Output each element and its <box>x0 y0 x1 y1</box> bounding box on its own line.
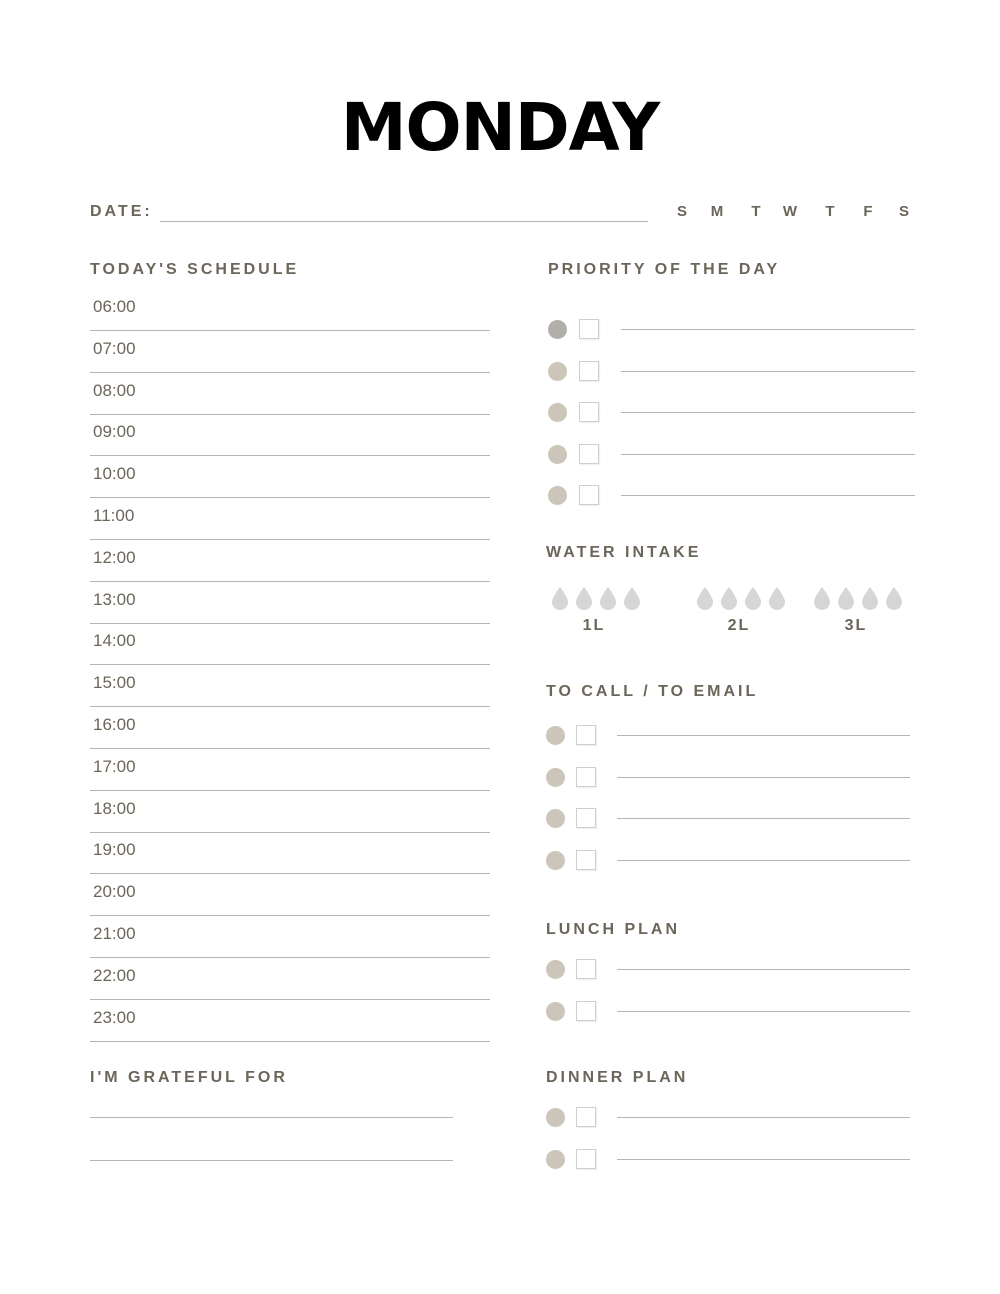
schedule-row[interactable] <box>90 456 490 498</box>
schedule-time: 13:00 <box>93 589 136 609</box>
schedule-time: 10:00 <box>93 464 136 484</box>
entry-line[interactable] <box>617 860 910 861</box>
bullet-dot <box>548 362 567 381</box>
checkbox[interactable] <box>579 319 599 339</box>
bullet-dot <box>546 809 565 828</box>
schedule-row[interactable] <box>90 958 490 1000</box>
water-drop-icon[interactable] <box>767 586 787 610</box>
entry-line[interactable] <box>621 371 915 372</box>
date-label: DATE: <box>90 203 153 220</box>
schedule-time: 23:00 <box>93 1007 136 1027</box>
day-saturday[interactable]: S <box>898 203 909 220</box>
checkbox[interactable] <box>576 767 596 787</box>
checkbox[interactable] <box>579 485 599 505</box>
schedule-row[interactable] <box>90 832 490 874</box>
schedule-row[interactable] <box>90 749 490 791</box>
lunch-heading: LUNCH PLAN <box>546 921 680 938</box>
entry-line[interactable] <box>621 412 915 413</box>
schedule-row[interactable] <box>90 623 490 665</box>
schedule-row[interactable] <box>90 414 490 456</box>
day-thursday[interactable]: T <box>825 203 835 220</box>
bullet-dot <box>548 320 567 339</box>
schedule-row[interactable] <box>90 916 490 958</box>
water-drop-icon[interactable] <box>598 586 618 610</box>
bullet-dot <box>546 768 565 787</box>
bullet-dot <box>546 960 565 979</box>
grateful-line[interactable] <box>90 1160 453 1161</box>
water-drop-icon[interactable] <box>550 586 570 610</box>
water-amount-label: 2L <box>727 617 751 634</box>
priority-heading: PRIORITY OF THE DAY <box>548 261 781 278</box>
entry-line[interactable] <box>617 1117 910 1118</box>
checkbox[interactable] <box>576 1107 596 1127</box>
entry-line[interactable] <box>617 735 910 736</box>
schedule-time: 18:00 <box>93 798 136 818</box>
entry-line[interactable] <box>617 1159 910 1160</box>
schedule-row[interactable] <box>90 289 490 331</box>
schedule-row[interactable] <box>90 665 490 707</box>
schedule-time: 08:00 <box>93 380 136 400</box>
schedule-row[interactable] <box>90 1000 490 1042</box>
schedule-row[interactable] <box>90 707 490 749</box>
bullet-dot <box>548 445 567 464</box>
date-field[interactable] <box>160 221 648 222</box>
grateful-line[interactable] <box>90 1117 453 1118</box>
day-monday[interactable]: M <box>710 203 724 220</box>
entry-line[interactable] <box>621 495 915 496</box>
schedule-row[interactable] <box>90 498 490 540</box>
water-drop-icon[interactable] <box>743 586 763 610</box>
schedule-row[interactable] <box>90 540 490 582</box>
checkbox[interactable] <box>579 402 599 422</box>
entry-line[interactable] <box>617 777 910 778</box>
schedule-time: 14:00 <box>93 631 136 651</box>
schedule-time: 20:00 <box>93 882 136 902</box>
checkbox[interactable] <box>576 808 596 828</box>
bullet-dot <box>546 1108 565 1127</box>
water-drop-icon[interactable] <box>812 586 832 610</box>
checkbox[interactable] <box>576 1149 596 1169</box>
schedule-time: 22:00 <box>93 965 136 985</box>
bullet-dot <box>546 851 565 870</box>
day-tuesday[interactable]: T <box>751 203 761 220</box>
bullet-dot <box>546 1002 565 1021</box>
schedule-time: 07:00 <box>93 338 136 358</box>
schedule-time: 17:00 <box>93 756 136 776</box>
entry-line[interactable] <box>621 454 915 455</box>
schedule-row[interactable] <box>90 373 490 415</box>
schedule-row[interactable] <box>90 582 490 624</box>
day-sunday[interactable]: S <box>676 203 687 220</box>
entry-line[interactable] <box>617 818 910 819</box>
entry-line[interactable] <box>617 1011 910 1012</box>
schedule-row[interactable] <box>90 874 490 916</box>
schedule-time: 12:00 <box>93 547 136 567</box>
bullet-dot <box>548 403 567 422</box>
schedule-time: 06:00 <box>93 297 136 316</box>
water-drop-icon[interactable] <box>884 586 904 610</box>
call-email-heading: TO CALL / TO EMAIL <box>546 683 759 700</box>
checkbox[interactable] <box>576 959 596 979</box>
day-friday[interactable]: F <box>863 203 873 220</box>
checkbox[interactable] <box>576 850 596 870</box>
entry-line[interactable] <box>617 969 910 970</box>
entry-line[interactable] <box>621 329 915 330</box>
water-drop-icon[interactable] <box>719 586 739 610</box>
schedule-time: 16:00 <box>93 715 136 734</box>
schedule-time: 21:00 <box>93 924 136 943</box>
bullet-dot <box>546 726 565 745</box>
water-amount-label: 1L <box>582 617 606 634</box>
checkbox[interactable] <box>576 1001 596 1021</box>
schedule-time: 15:00 <box>93 673 136 693</box>
water-drop-icon[interactable] <box>622 586 642 610</box>
checkbox[interactable] <box>579 444 599 464</box>
dinner-heading: DINNER PLAN <box>546 1069 689 1086</box>
day-selector <box>672 203 917 223</box>
water-drop-icon[interactable] <box>574 586 594 610</box>
checkbox[interactable] <box>579 361 599 381</box>
schedule-heading: TODAY'S SCHEDULE <box>90 261 300 278</box>
schedule-row[interactable] <box>90 331 490 373</box>
page-title: MONDAY <box>340 89 660 166</box>
day-wednesday[interactable]: W <box>782 203 798 220</box>
water-drop-icon[interactable] <box>836 586 856 610</box>
schedule-row[interactable] <box>90 791 490 833</box>
bullet-dot <box>546 1150 565 1169</box>
water-drop-icon[interactable] <box>860 586 880 610</box>
schedule-time: 09:00 <box>93 422 136 442</box>
water-heading: WATER INTAKE <box>546 544 702 561</box>
grateful-heading: I'M GRATEFUL FOR <box>90 1069 288 1086</box>
schedule-time: 11:00 <box>93 506 135 525</box>
checkbox[interactable] <box>576 725 596 745</box>
water-drop-icon[interactable] <box>695 586 715 610</box>
schedule-time: 19:00 <box>93 840 136 860</box>
bullet-dot <box>548 486 567 505</box>
water-amount-label: 3L <box>844 617 868 634</box>
